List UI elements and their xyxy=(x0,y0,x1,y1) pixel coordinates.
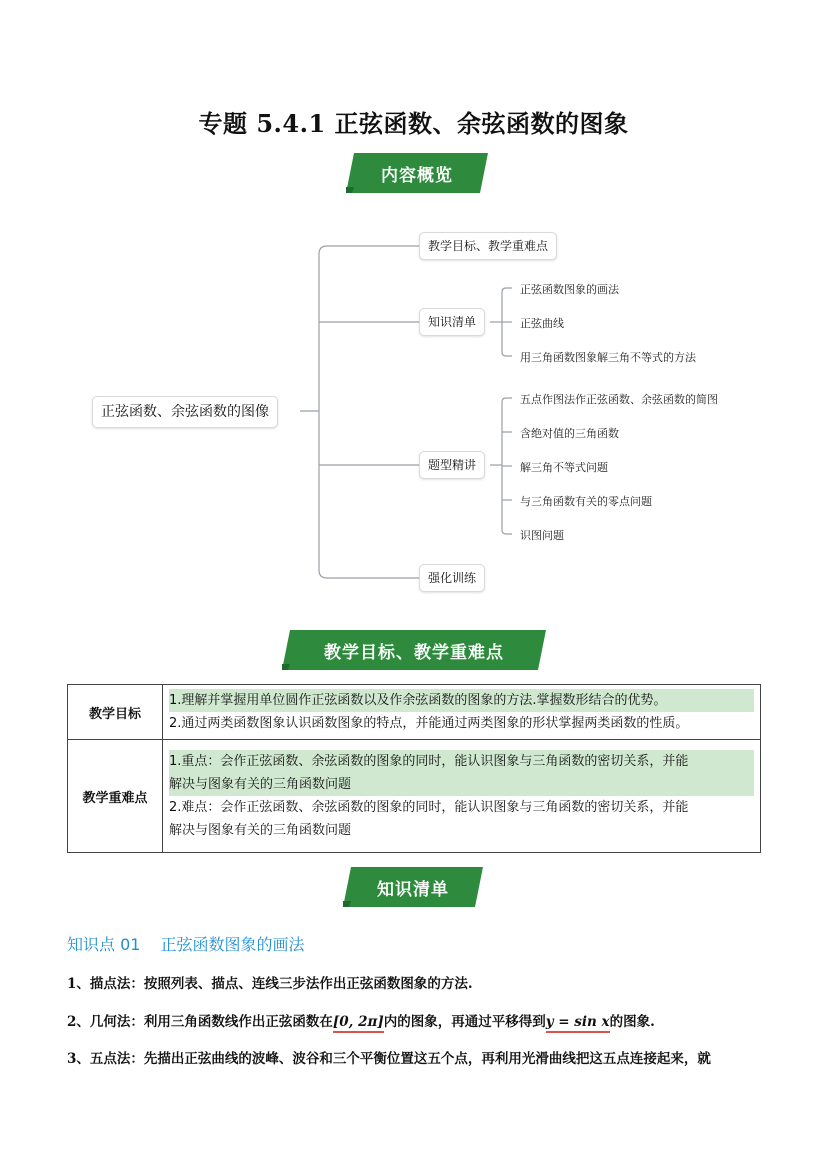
goal-line: 2.通过两类函数图象认识函数图象的特点，并能通过两类图象的形状掌握两类函数的性质。 xyxy=(169,715,689,731)
mindmap-branch-question-types xyxy=(419,451,485,479)
paragraph-text: 内的图象，再通过平移得到 xyxy=(383,1014,546,1030)
mindmap-leaf: 五点作图法作正弦函数、余弦函数的简图 xyxy=(520,393,718,406)
knowledge-point-heading xyxy=(67,932,304,955)
paragraph-plotting-method: 1、描点法：按照列表、描点、连线三步法作出正弦函数图象的方法. xyxy=(67,976,473,992)
goals-banner xyxy=(282,630,546,670)
difficulty-line: 2.难点：会作正弦函数、余弦函数的图象的同时，能认识图象与三角函数的密切关系，并能 xyxy=(169,799,689,815)
mindmap-leaf: 用三角函数图象解三角不等式的方法 xyxy=(520,351,696,364)
table-row xyxy=(68,740,761,853)
branch-label: 强化训练 xyxy=(428,571,477,585)
mindmap-branch-knowledge xyxy=(419,308,485,336)
mindmap-leaf: 正弦函数图象的画法 xyxy=(520,283,619,296)
mindmap-leaf: 正弦曲线 xyxy=(520,317,564,330)
paragraph-five-point-method: 3、五点法：先描出正弦曲线的波峰、波谷和三个平衡位置这五个点，再利用光滑曲线把这五点连接起来，就 xyxy=(67,1051,711,1067)
table-row-body xyxy=(163,685,761,740)
difficulty-line: 解决与图象有关的三角函数问题 xyxy=(169,822,352,838)
branch-label: 知识清单 xyxy=(428,315,477,329)
knowledge-banner-label: 知识清单 xyxy=(377,879,449,900)
knowledge-point-number: 知识点 01 xyxy=(67,935,141,954)
paragraph-text: 2、几何法：利用三角函数线作出正弦函数在 xyxy=(67,1014,333,1030)
paragraph-geometric-method xyxy=(67,1010,767,1030)
overview-banner-label: 内容概览 xyxy=(381,165,453,186)
table-row-head: 教学重难点 xyxy=(68,740,163,853)
table-row-head: 教学目标 xyxy=(68,685,163,740)
mindmap-leaf: 解三角不等式问题 xyxy=(520,461,608,474)
function-expression: y = sin x xyxy=(546,1014,610,1033)
mindmap-branch-training xyxy=(419,564,485,592)
key-point-line: 解决与图象有关的三角函数问题 xyxy=(169,773,754,796)
goals-table xyxy=(67,684,761,853)
branch-label: 教学目标、教学重难点 xyxy=(428,239,549,253)
page-title: 专题 5.4.1 正弦函数、余弦函数的图象 xyxy=(198,109,629,138)
table-row-body xyxy=(163,740,761,853)
knowledge-banner xyxy=(343,867,483,907)
interval-expression: [0, 2π] xyxy=(333,1014,384,1033)
mindmap-root-label: 正弦函数、余弦函数的图像 xyxy=(101,404,269,420)
branch-label: 题型精讲 xyxy=(428,458,477,472)
knowledge-point-title: 正弦函数图象的画法 xyxy=(160,935,305,954)
key-point-line: 1.重点：会作正弦函数、余弦函数的图象的同时，能认识图象与三角函数的密切关系，并能 xyxy=(169,750,754,773)
mindmap-branch-goals xyxy=(419,232,557,260)
mindmap-root xyxy=(92,396,278,428)
mindmap-leaf: 识图问题 xyxy=(520,529,564,542)
table-row xyxy=(68,685,761,740)
goal-line: 1.理解并掌握用单位圆作正弦函数以及作余弦函数的图象的方法.掌握数形结合的优势。 xyxy=(169,689,754,712)
goals-banner-label: 教学目标、教学重难点 xyxy=(324,642,504,663)
mindmap-leaf: 含绝对值的三角函数 xyxy=(520,427,619,440)
mindmap-leaf: 与三角函数有关的零点问题 xyxy=(520,495,652,508)
paragraph-text: 的图象. xyxy=(609,1014,655,1030)
